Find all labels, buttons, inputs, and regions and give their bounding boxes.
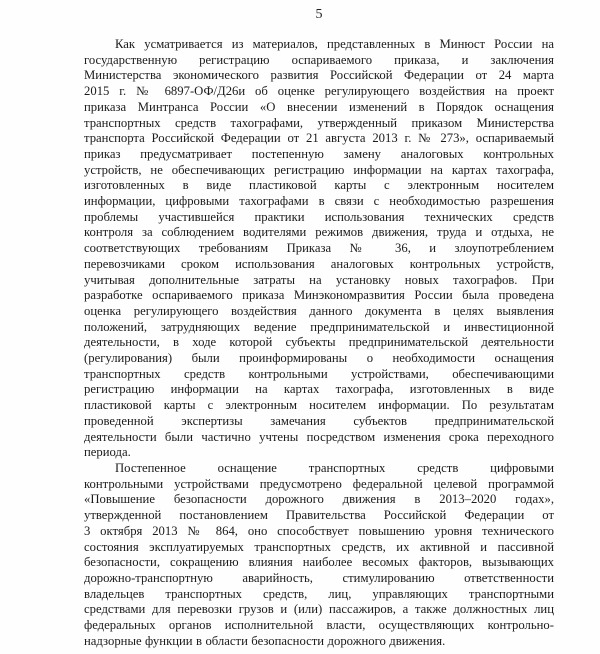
text-line: состояния эксплуатируемых транспортных средств, их активной и пассивной [84, 539, 554, 554]
text-line: транспорта Российской Федерации от 21 августа 2013 г. № 273», оспариваемый [84, 131, 554, 146]
text-line: устройств, не обеспечивающих регистрацию информации на картах тахографа, [84, 162, 554, 177]
document-body [84, 37, 554, 649]
text-line: приказ предусматривает постепенную замену аналоговых контрольных [84, 146, 554, 161]
text-line: разработке оспариваемого приказа Минэкономразвития России была проведена [84, 288, 554, 303]
text-line: государственную регистрацию оспариваемого приказа, и заключения [84, 52, 554, 67]
text-line: Как усматривается из материалов, представленных в Минюст России на [115, 37, 554, 51]
text-line: положений, затрудняющих ведение предпринимательской и инвестиционной [84, 319, 554, 334]
text-line: деятельности, в ходе которой субъекты предпринимательской деятельности [84, 335, 554, 350]
text-line: транспортных средств контрольными устройствами, обеспечивающими [84, 366, 554, 381]
text-line: федеральных органов исполнительной власти, осуществляющих контрольно- [84, 618, 554, 633]
text-line: владельцев транспортных средств, лиц, управляющих транспортными [84, 586, 554, 601]
text-line: утвержденной постановлением Правительства Российской Федерации от [84, 508, 554, 523]
text-line: регистрацию информации на картах тахографа, изготовленных в виде [84, 382, 554, 397]
text-line: оценка регулирующего воздействия данного документа в целях выявления [84, 303, 554, 318]
text-line: деятельности были частично учтены посредством изменения срока переходного [84, 429, 554, 444]
text-line: приказа Минтранса России «О внесении изменений в Порядок оснащения [84, 99, 554, 114]
text-line: проблемы участившейся практики использования технических средств [84, 209, 554, 224]
text-line: дорожно-транспортную аварийность, стимулированию ответственности [84, 570, 554, 585]
paragraph-2 [84, 461, 554, 649]
text-line: 3 октября 2013 № 864, оно способствует повышению уровня технического [84, 523, 554, 538]
text-line: проведенной экспертизы замечания субъектов предпринимательской [84, 413, 554, 428]
text-line: надзорные функции в области безопасности дорожного движения. [84, 633, 446, 648]
text-line: информации, цифровыми тахографами в связи с необходимостью разрешения [84, 194, 554, 209]
text-line: контрольными устройствами предусмотрено федеральной целевой программой [84, 476, 554, 491]
page-number: 5 [315, 7, 323, 22]
text-line: «Повышение безопасности дорожного движения в 2013–2020 годах», [84, 492, 554, 507]
text-line: Министерства экономического развития Российской Федерации от 24 марта [84, 68, 554, 83]
text-line: учитывая дополнительные затраты на установку новых тахографов. При [84, 272, 554, 287]
text-line: контроля за соблюдением водителями режимов движения, труда и отдыха, не [84, 225, 554, 240]
paragraph-1 [84, 37, 554, 461]
text-line: Постепенное оснащение транспортных средств цифровыми [115, 460, 554, 475]
text-line: транспортных средств тахографами, утвержденный приказом Министерства [84, 115, 554, 130]
text-line: периода. [84, 445, 131, 460]
text-line: пластиковой карты с электронным носителем информации. По результатам [84, 398, 554, 413]
text-line: (регулирования) были проинформированы о необходимости оснащения [84, 351, 554, 366]
text-line: изготовленных в виде пластиковой карты с электронным носителем [84, 178, 554, 193]
text-line: средствами для перевозки грузов и (или) пассажиров, а также должностных лиц [84, 602, 554, 617]
text-line: безопасности, сокращению влияния наиболее весомых факторов, вызывающих [84, 555, 554, 570]
text-line: перевозчиками сроком использования аналоговых контрольных устройств, [84, 256, 554, 271]
text-line: 2015 г. № 6897-ОФ/Д26и об оценке регулирующего воздействия на проект [84, 84, 554, 99]
text-line: соответствующих требованиям Приказа № 36, и злоупотреблением [84, 241, 554, 256]
